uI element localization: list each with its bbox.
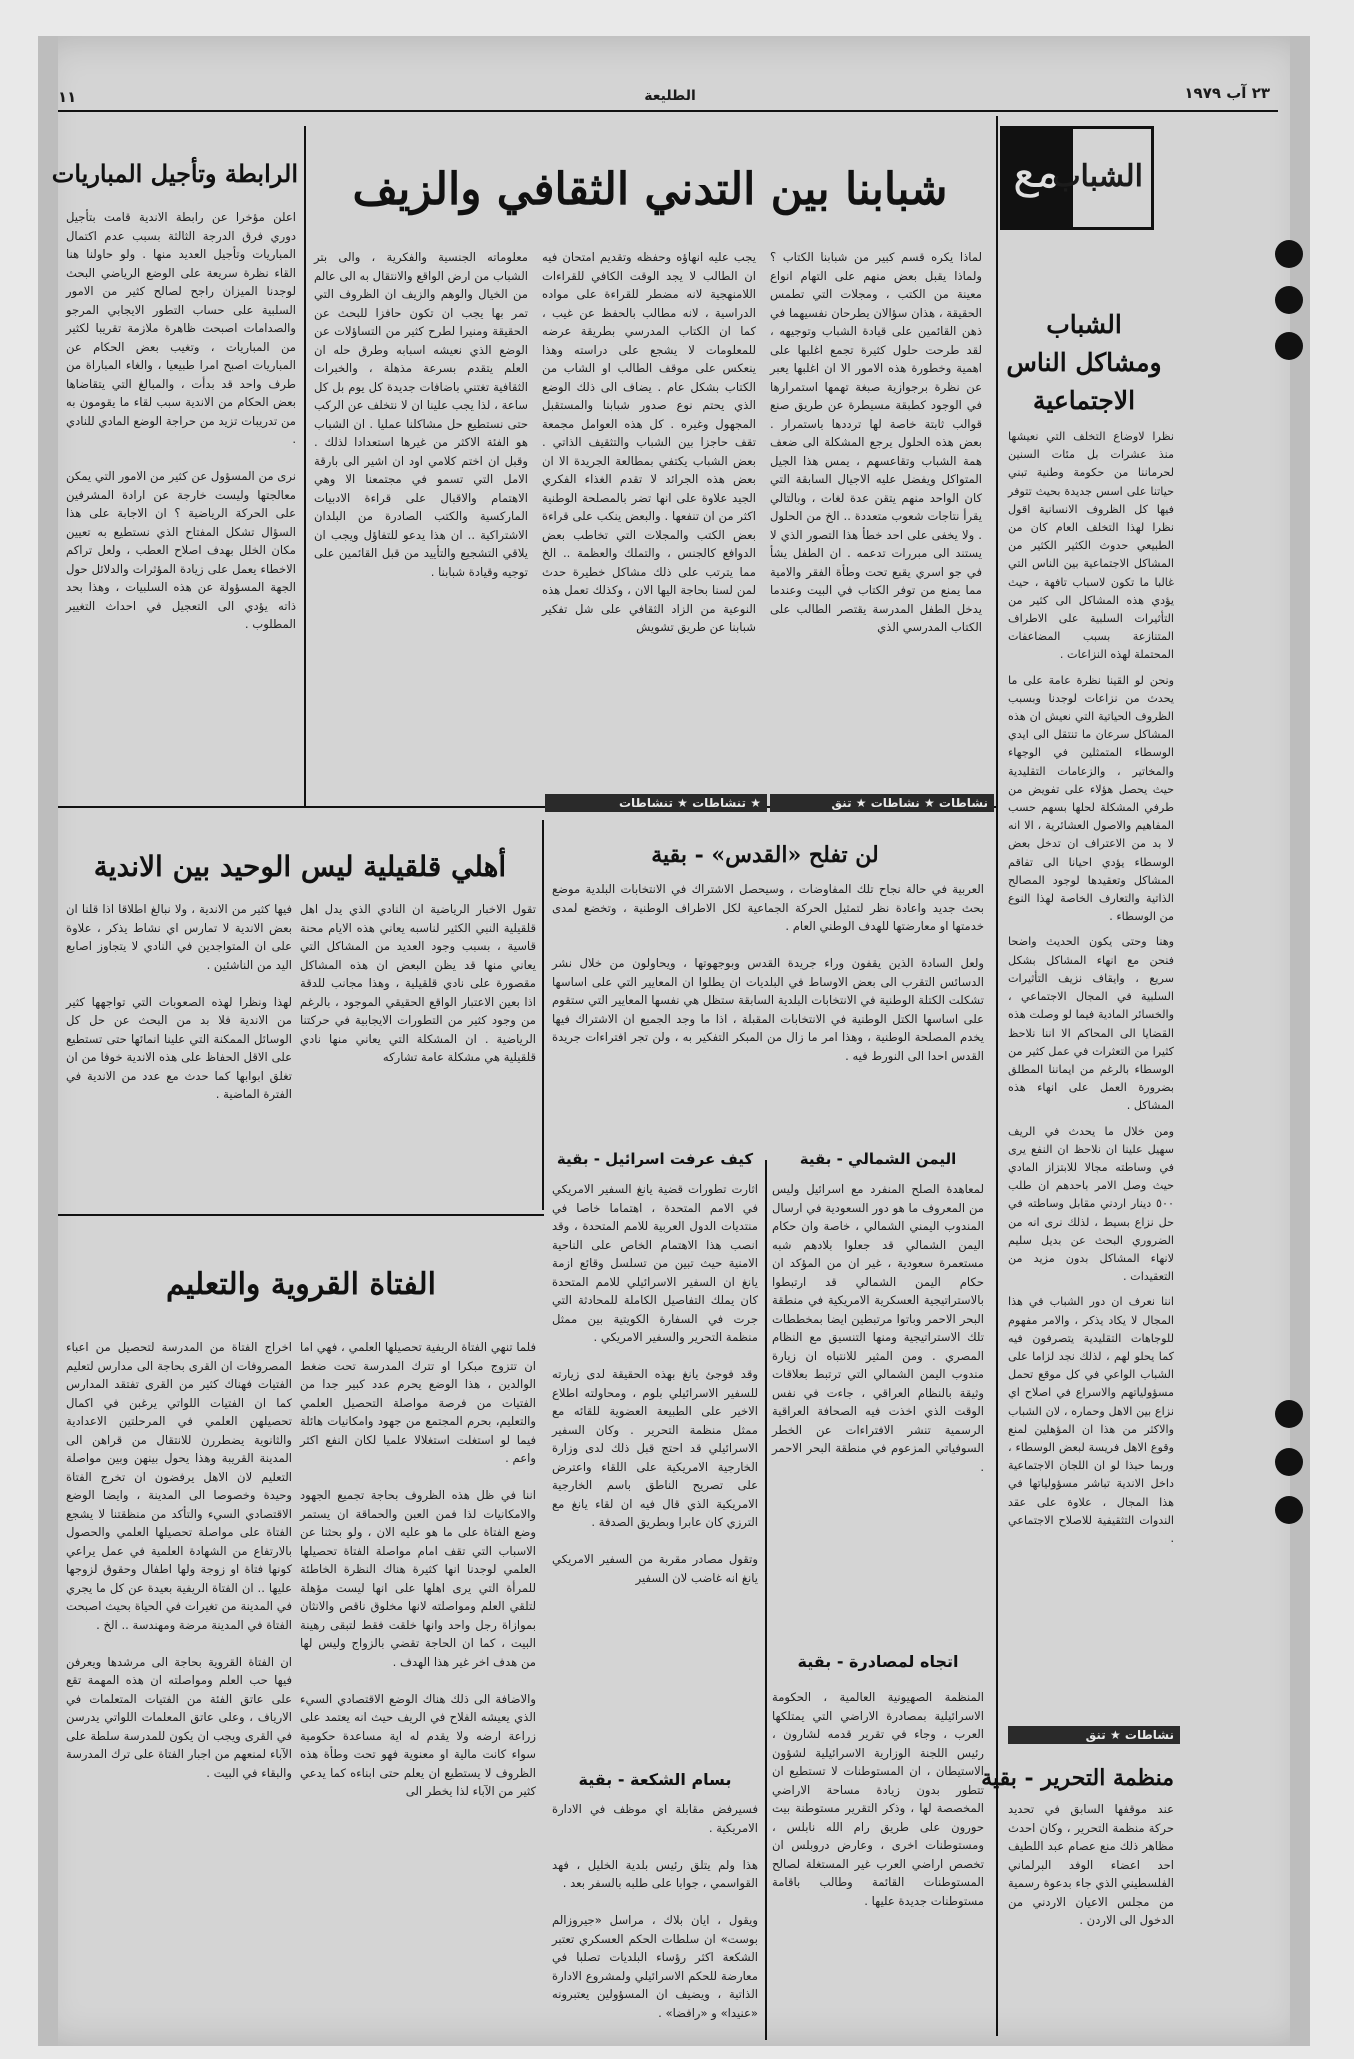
main-article-col1: لماذا يكره قسم كبير من شبابنا الكتاب ؟ ولماذا يقبل بعض منهم على التهام انواع معينة من الكتب ، ومجلات التي تطمس الحقيقة ، هذان سؤالان يطرحان نفسيهما في ذهن القائمين على قيادة الشباب وتوجيهه ، لقد طرحت حلول كثيرة تجمع اغلبها على اهمية وخطورة هذه الامور الا ان اغلبها يعبر عن نظرة برجوازية صبغة تهمها استمرارها في الوجود كطبقة مسيطرة عن طريق صنع قوالب ثابتة خاصة لها ترددها باستمرار . بعض هذه الحلول يرجع المشكلة الى ضعف همة الشباب وتقاعسهم ، يمس هذا الجيل المتواكل ويفضل عليه الاجيال السابقة التي كان الواحد منهم يتقن عدة لغات ، وبالتالي يقرأ نتاجات شعوب متعددة .. الخ من الحلول . ولا يخفى على احد خطأ هذا التصور الذي لا يستند الى مبررات تدعمه . ان الطفل يشأ في جو اسري يقبع تحت وطأة الفقر والامية مما يمنع من توفر الكتاب في البيت وعندما يدخل الطفل المدرسة يقتصر الطالب على الكتاب المدرسي الذي — [770, 250, 982, 634]
paragraph: ونحن لو القينا نظرة عامة على ما يحدث من نزاعات لوجدنا وبسبب الظروف الحياتية التي نعيش ان هذه المشاكل سرعان ما تنتقل الى ايدي الوسطاء المتمثلين في الوجهاء والمخاتير ، والزعامات التقليدية حيث يحصل هؤلاء على تفويض من طرفي المشكلة لحلها بسهم حسب المفاهيم والاصول العشائرية ، الا انه لا بد من الاعتراف ان تدخل بعض الوسطاء يؤدي احيانا الى تفاقم المشاكل وتعقيدها لوجود المصالح الذاتية والتعارف الخاصة لهذا النوع من الوسطاء . — [1008, 673, 1174, 924]
shakaa-body: فسيرفض مقابلة اي موظف في الادارة الامريكية . هذا ولم يتلق رئيس بلدية الخليل ، فهد القواسمي ، جوابا على طلبه بالسفر بعد . ويقول ، ايان بلاك ، مراسل «جيروزالم بوست» ان سلطات الحكم العسكري تعتبر الشكعة اكثر رؤساء البلديات تصلبا في معارضة للحكم الاسرائيلي ولمشروع الادارة الذاتية ، ويضيف ان المسؤولين يعتبرونه «عنيدا» و «رافضا» . — [552, 1802, 758, 2020]
section-rule — [58, 1214, 544, 1216]
qalqilya-col1: تقول الاخبار الرياضية ان النادي الذي يدل اهل قلقيلية النبي الكثير لناسبه يعاني هذه الايام محنة قاسية ، بسبب وجود العديد من المشاكل التي يعاني منها قد يظن البعض ان هذه المشاكل مقصورة على نادي قلقيلية ، وهذا مجانب للدقة اذا بعين الاعتبار الواقع الحقيقي الموجود ، بالرغم من وجود كثير من التطورات الايجابية في حركتنا الرياضية . ان المشكلة التي يعاني منها نادي قلقيلية هي مشكلة عامة تشاركه — [300, 902, 536, 1064]
paragraph: اننا نعرف ان دور الشباب في هذا المجال لا يكاد يذكر ، والامر مفهوم للوجاهات التقليدية يتصرفون فيه كما يحلو لهم ، لذلك نجد لزاما على الشباب الواعي في كل موقع تحمل مسؤولياتهم والاسراع في اصلاح اي نزاع بين الاهل وحماره ، لان الشباب والاكثر من هذا ان المؤهلين لمنع وقوع الاهل فريسة لبعض الوسطاء ، وربما حبذا لو ان اللجان الاجتماعية داخل الاندية تباشر مسؤولياتها في هذا المجال ، علاوة على عقد الندوات التثقيفية للاصلاح الاجتماعي . — [1008, 1295, 1174, 1545]
jerusalem-title: لن تفلح «القدس» - بقية — [651, 842, 879, 868]
main-article-col2: يجب عليه انهاؤه وحفظه وتقديم امتحان فيه ان الطالب لا يجد الوقت الكافي للقراءات اللامنهجية لانه مضطر للقراءة على مواده الدراسية ، لانه مطالب بالحفظ عن غيب ، كما ان الكتاب المدرسي بطريقة عرضه للمعلومات لا يشجع على دراسته وهذا ينعكس على موقف الطالب او الشاب من الكتاب بشكل عام . يضاف الى ذلك الوضع الذي يحتم نوع صدور شبابنا والمستقبل المجهول وغيره . كل هذه العوامل مجمعة تقف حاجزا بين الشباب والتثقيف الذاتي . بعض الشباب يكتفي بمطالعة الجريدة الا ان بعض هذه الجرائد لا تقدم الغذاء الفكري الجيد علاوة على انها تضر بالمصلحة الوطنية اكثر من ان تنفعها . والبعض ينكب على قراءة بعض الكتب والمجلات التي تخاطب بعض الدوافع كالجنس ، والتملك والعظمة .. الخ مما يترتب على ذلك مشاكل خطيرة حدث لمن لسنا بحاجة اليها الان ، وكذلك تعمل هذه النوعية من الزاد الثقافي على شل تفكير شبابنا عن طريق تشويش — [542, 250, 756, 634]
league-title: الرابطة وتأجيل المباريات — [51, 159, 298, 188]
publication-name: الطليعة — [644, 88, 696, 104]
paragraph: وهنا وحتى يكون الحديث واضحا فنحن مع انهاء المشاكل بشكل سريع ، وايقاف نزيف التأثيرات السلبية في المجال الاجتماعي ، والخسائر المادية فيما لو وصلت هذه القضايا الى المحاكم الا اننا نلاحظ كثيرا من التعثرات في عمل كثير من الوسطاء بالرغم من ايماننا المطلق بضرورة العمل على انهاء هذه المشاكل . — [1008, 935, 1174, 1113]
binder-hole — [1275, 1496, 1303, 1524]
binder-hole — [1275, 332, 1303, 360]
village-girl-col1: فلما تنهي الفتاة الريفية تحصيلها العلمي ، فهي اما ان تتزوج مبكرا او تترك المدرسة تحت ضغط الوالدين ، هذا الوضع يحرم عدد كبير جدا من الفتيات من فرصة مواصلة التحصيل العلمي والتعليم، بحرم المجتمع من جهود وامكانيات هائلة فيما لو استغلت استغلالا علميا لكان النفع اكثر واعم . اننا في ظل هذه الظروف بحاجة تجميع الجهود والامكانيات لذا فمن العبن والحماقة ان يستمر وضع الفتاة على ما هو عليه الان ، ولو بحثنا عن الاسباب التي تقف امام مواصلة الفتاة تحصيلها العلمي لوجدنا انها كثيرة هناك النظرة الخاطئة للمرأة التي يرى اهلها على انها ليست مؤهلة لتلقي العلم ومواصلته لانها مخلوق ناقص والانثان بموازاة رجل واحد وانها خلقت فقط لتبقى رهينة البيت ، كما ان الحاجة تقضي بالزواج وليس لها من هدف اخر غير هذا الهدف . والاضافة الى ذلك هناك الوضع الاقتصادي السيء الذي يعيشه الفلاح في الريف حيث انه يعتمد على زراعة ارضه ولا يقدم له اية مساعدة حكومية سواء كانت مالية او معنوية فهو تحت وطأة هذه الظروف لا يستطيع ان يعلم حتى ابناءه كما يدعي كثير من الآباء لذا يخطر الى — [300, 1340, 536, 1798]
paragraph: ومن خلال ما يحدث في الريف سهيل علينا ان نلاحظ ان النفع يرى في وساطته مجالا للابتزاز المادي حيث وصل الامر باحدهم ان طلب ٥٠٠ دينار اردني مقابل وساطته في حل نزاع بسيط ، لذلك نرى انه من الضروري البحث عن بديل سليم لانهاء المشاكل بدون مزيد من التعقيدات . — [1008, 1124, 1174, 1284]
qalqilya-col2: فيها كثير من الاندية ، ولا نبالغ اطلاقا اذا قلنا ان بعض الاندية لا تمارس اي نشاط يذكر ، علاوة على ان المتواجدين في النادي لا يتجاوز اصابع اليد من الناشئين . لهذا ونظرا لهذه الصعوبات التي تواجهها كثير من الاندية فلا بد من البحث عن حل كل الوسائل الممكنة التي علينا انمائها حتى تستطيع على الاقل الحفاظ على هذه الاندية خوفا من ان تغلق ابوابها كما حدث مع عدد من الاندية في الفترة الماضية . — [66, 902, 292, 1101]
column-rule-left — [304, 126, 306, 806]
jerusalem-body: العربية في حالة نجاح تلك المفاوضات ، وسيحصل الاشتراك في الانتخابات البلدية موضع بحث جديد واعادة نظر لتمثيل الحركة الجماعية لكل الاطراف الوطنية ، وتخضع لمدى خدمتها او معارضتها للهدف الوطني العام . ولعل السادة الذين يقفون وراء جريدة القدس وبوجهوتها ، ويحاولون من خلال نشر الدسائس التقرب الى بعض الاوساط في البلديات ان يطلوا ان المعايير التي على اساسها تشكلت الكتلة الوطنية في الانتخابات البلدية السابقة ستظل هي نفسها المعايير التي ستقوم على اساسها الكتل الوطنية في الانتخابات المقبلة ، اذا ما وجد الجميع ان الاشتراك فيها يخدم المصلحة الوطنية ، وهذا امر ما زال من المبكر التفكير به ، ولن تجر افتراءات جريدة القدس احدا الى النورط فيه . — [552, 882, 984, 1063]
binder-hole — [1275, 1400, 1303, 1428]
activities-tag: نشاطات ★ تنق — [1008, 1726, 1180, 1744]
yemen-body: لمعاهدة الصلح المنفرد مع اسرائيل وليس من المعروف ما هو دور السعودية في ارسال المندوب اليمني الشمالي ، خاصة وان حكام اليمن الشمالي قد جعلوا بلادهم شبه مستعمرة سعودية ، غير ان من المؤكد ان حكام اليمن الشمالي قد ارتبطوا بالاستراتيجية العسكرية الامريكية في منطقة البحر الاحمر وباتوا مرتبطين ايضا بمخططات تلك الاستراتيجية ومنها التنسيق مع النظام المصري . ومن المثير للانتباه ان زيارة مندوب اليمن الشمالي التي ترتبط بعلاقات وثيقة بالنظام العراقي ، جاءت في نفس الوقت الذي اخذت فيه الصحافة العراقية الرسمية تنشر الافتراءات عن الخطر السوفياتي المزعوم في منطقة البحر الاحمر . — [772, 1182, 984, 1474]
youth-problems-title: الشباب ومشاكل الناس الاجتماعية — [1006, 310, 1162, 415]
confiscation-body: المنظمة الصهيونية العالمية ، الحكومة الاسرائيلية بمصادرة الاراضي التي يمتلكها العرب ، وجاء في تقرير قدمه لشارون ، رئيس اللجنة الوزارية الاسرائيلية لشؤون الاستيطان ، ان المستوطنات لا تستطيع ان تتطور بدون زيادة مساحة الاراضي المخصصة لها ، وذكر التقرير مستوطنة بيت حورون على طريق رام الله نابلس ، ومستوطنات اخرى ، وعارض دروبلس ان تخصص اراضي العرب غير المستغلة لصالح المستوطنات القائمة وطالب باقامة مستوطنات جديدة عليها . — [772, 1690, 984, 1908]
binder-hole — [1275, 1448, 1303, 1476]
paragraph: نظرا لاوضاع التخلف التي نعيشها منذ عشرات بل مئات السنين لحرماننا من حكومة وطنية تبني حياتنا على اسس جديدة بحيث تتوفر فيها كل الظروف الانسانية اقول نظرا لهذا التخلف العام كان من الطبيعي حدوث الكثير الكثير من المشاكل الاجتماعية بين الناس التي غالبا ما تكون لاسباب تافهة ، حيث يؤدي هذه المشاكل الى كثير من التأثيرات السلبية على الاطراف المتنازعة بسبب المضاعفات المحتملة لهذه النزاعات . — [1008, 430, 1174, 662]
main-article-col3: معلوماته الجنسية والفكرية ، والى بتر الشباب من ارض الواقع والانتقال به الى عالم من الخيال والوهم والزيف ان الظروف التي تمر بها يجب ان تكون حافزا للبحث عن الحقيقة ومنيرا لطرح كثير من التساؤلات عن الوضع الذي نعيشه اسبابه وطرق حله ان العلم يتقدم بسرعة مذهلة ، والخبرات الثقافية تغتني باضافات جديدة كل يوم بل كل ساعة ، لذا يجب علينا ان لا نتخلف عن الركب حتى نستطيع حل مشاكلنا عمليا . ان الشباب هو الفئة الاكثر من غيرها استعدادا لذلك . وقبل ان اختم كلامي اود ان اشير الى بارقة الامل التي تسمو في مجتمعنا الا وهي الاهتمام والاقبال على قراءة الادبيات الماركسية والكتب الصادرة من البلدان الاشتراكية .. ان هذا يدعو للتفاؤل ويجب ان يلاقي التشجيع والتأييد من قبل القائمين على توجيه وقيادة شبابنا . — [314, 250, 528, 579]
header-rule — [58, 110, 1278, 112]
issue-date: ٢٣ آب ١٩٧٩ — [1184, 84, 1270, 102]
plo-title: منظمة التحرير - بقية — [981, 1765, 1174, 1791]
logo-symbol: مع — [1013, 147, 1060, 198]
shakaa-title: بسام الشكعة - بقية — [578, 1770, 732, 1789]
israel-knew-title: كيف عرفت اسرائيل - بقية — [556, 1150, 754, 1168]
page-left-edge — [38, 36, 58, 2046]
village-girl-col2: اخراج الفتاة من المدرسة لتحصيل من اعباء المصروفات ان القرى بحاجة الى مدارس لتعليم الفتيات فهناك كثير من القرى تفتقد المدارس كما ان الفتيات اللواتي يرغبن في اكمال تحصيلهن العلمي في المرحلتين الاعدادية والثانوية يضطررن للانتقال من قراهن الى المدينة القريبة وهذا يحول بينهن وبين مواصلة التعليم لان الاهل يرفضون ان تخرج الفتاة وحيدة وخصوصا الى المدينة ، وايضا الوضع الاقتصادي السيء والتأكد من منظقتنا لا يشجع الفتاة على مواصلة تحصيلها العلمي والحصول بالارتفاع من الشهادة العلمية في عمل يراعي كونها فتاة او زوجة ولها اطفال وحقوق لزوجها عليها .. ان الفتاة الريفية بعيدة عن كل ما يجري في المدينة من تغيرات في الحياة بحيث اصبحت الفتاة في المدينة مرضة ومهندسة .. الخ . ان الفتاة القروية بحاجة الى مرشدها ويعرفن فيها حب العلم ومواصلته ان هذه المهمة تقع على عاتق الفئة من الفتيات المتعلمات في الارياف ، وعلى عاتق المعلمات اللواتي يدرسن في القرى ويجب ان يكون للمدرسة سلطة على الآباء لمنعهم من اجبار الفتاة على ترك المدرسة والبقاء في البيت . — [66, 1340, 292, 1780]
binder-hole — [1275, 240, 1303, 268]
village-girl-title: الفتاة القروية والتعليم — [165, 1267, 436, 1302]
logo-label: الشباب — [1052, 159, 1143, 194]
main-article-title: شبابنا بين التدني الثقافي والزيف — [352, 164, 948, 215]
column-rule-mid — [542, 820, 544, 1210]
youth-problems-body — [1008, 428, 1174, 1668]
israel-knew-body: اثارت تطورات قضية يانغ السفير الامريكي في الامم المتحدة ، اهتماما خاصا في منتديات الدول العربية للامم المتحدة ، وقد انصب هذا الاهتمام الخاص على الناحية الامنية حيث تبين من تسلسل وقائع ازمة يانغ ان السفير الاسرائيلي للامم المتحدة كان يملك التفاصيل الكاملة للمحادثة التي جرت في السفارة الكويتية بين ممثل منظمة التحرير والسفير الامريكي . وقد فوجئ يانغ بهذه الحقيقة لدى زيارته للسفير الاسرائيلي بلوم ، ومحاولته اطلاع الاخير على الطبيعة العضوية للقائه مع ممثل منظمة التحرير . وكان السفير الاسرائيلي قد احتج قبل ذلك لدى وزارة الخارجية الامريكية على اللقاء واعترض على تصريح الناطق باسم الخارجية الامريكية الذي قال فيه ان لقاء يانغ مع الترزي كان عابرا وبطريق الصدفة . وتقول مصادر مقربة من السفير الامريكي يانغ انه غاضب لان السفير — [552, 1182, 758, 1585]
youth-section-logo — [1000, 126, 1154, 230]
confiscation-title: اتجاه لمصادرة - بقية — [797, 1652, 959, 1671]
activities-tag-bar: ★ تنشاطات ★ تنشاطات — [545, 794, 767, 812]
column-rule-mid2 — [765, 1160, 767, 2040]
activities-tag-bar: نشاطات ★ نشاطات ★ تنق — [770, 794, 994, 812]
page-number: ١١ — [58, 88, 77, 106]
binder-hole — [1275, 286, 1303, 314]
plo-body: عند موقفها السابق في تحديد حركة منظمة التحرير ، وكان احدث مظاهر ذلك منع عصام عبد اللطيف احد اعضاء الوفد البرلماني الفلسطيني الذي جاء بدعوة رسمية من مجلس الاعيان الاردني من الدخول الى الاردن . — [1008, 1802, 1174, 1927]
league-body: اعلن مؤخرا عن رابطة الاندية قامت بتأجيل دوري فرق الدرجة الثالثة بسبب عدم اكتمال المباريات وتأجيل العديد منها . ولو حاولنا هنا القاء نظرة سريعة على الوضع الرياضي البحث لوجدنا الميزان راجح لصالح كثير من الامور السلبية على حساب التطور الايجابي المرجو والصدامات اصبحت ظاهرة ملازمة تقريبا لكثير من المباريات ، وتغيب بعض الحكام عن المباريات اصبح امرا طبيعيا ، والغاء المباراة من طرف واحد قد بدأت ، والمبالغ التي يتقاضاها بعض الحكام من الاندية سبب لقاء ما يقومون به من تدريبات تزيد من حراجة الوضع المادي للنادي . نرى من المسؤول عن كثير من الامور التي يمكن معالجتها وليست خارجة عن ارادة المشرفين على الحركة الرياضية ؟ ان الاجابة على هذا السؤال تشكل المفتاح الذي نستطيع به تعيين مكان الخلل بهدف اصلاح العطب ، ولعل تراكم الاخطاء يعمل على زيادة المؤثرات والدلائل حول الجهة المسؤولة عن هذه السلبيات ، وهذا بحد ذاته يؤدي الى التعجيل في احداث التغيير المطلوب . — [66, 210, 296, 631]
qalqilya-title: أهلي قلقيلية ليس الوحيد بين الاندية — [93, 850, 507, 883]
column-rule-right — [996, 116, 998, 2036]
yemen-title: اليمن الشمالي - بقية — [799, 1150, 957, 1168]
